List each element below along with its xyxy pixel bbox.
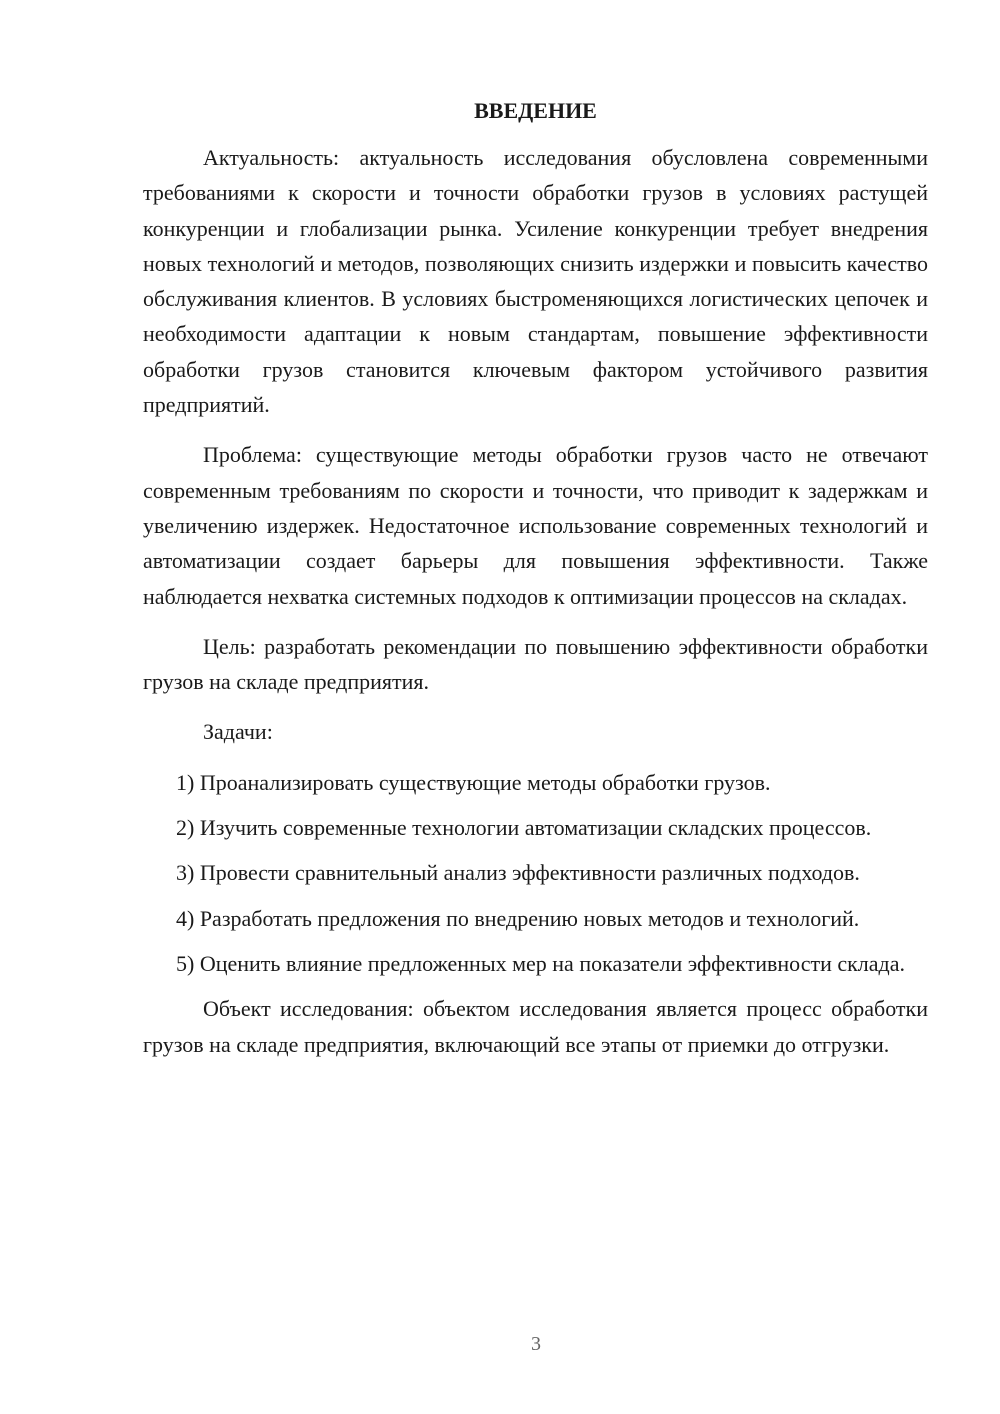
page-content [143, 93, 928, 1077]
object-paragraph: Объект исследования: объектом исследования является процесс обработки грузов на складе предприятия, включающий все этапы от приемки до отгрузки. [143, 996, 928, 1057]
task-item: 3) Провести сравнительный анализ эффективности различных подходов. [176, 860, 860, 886]
task-item: 2) Изучить современные технологии автоматизации складских процессов. [176, 815, 872, 841]
section-heading: ВВЕДЕНИЕ [474, 98, 597, 123]
relevance-paragraph: Актуальность: актуальность исследования обусловлена современными требованиями к скорости и точности обработки грузов в условиях растущей конкуренции и глобализации рынка. Усиление конкуренции требует внедрения новых технологий и методов, позволяющих снизить издержки и повысить качество обслуживания клиентов. В условиях быстроменяющихся логистических цепочек и необходимости адаптации к новым стандартам, повышение эффективности обработки грузов становится ключевым фактором устойчивого развития предприятий. [143, 145, 928, 418]
tasks-label: Задачи: [203, 719, 273, 745]
goal-paragraph: Цель: разработать рекомендации по повышению эффективности обработки грузов на складе предприятия. [143, 633, 928, 695]
page-number: 3 [531, 1333, 541, 1355]
problem-paragraph: Проблема: существующие методы обработки грузов часто не отвечают современным требованиям по скорости и точности, что приводит к задержкам и увеличению издержек. Недостаточное использование современных технологий и автоматизации создает барьеры для повышения эффективности. Также наблюдается нехватка системных подходов к оптимизации процессов на складах. [143, 442, 928, 609]
task-item: 1) Проанализировать существующие методы обработки грузов. [176, 769, 771, 795]
task-item: 5) Оценить влияние предложенных мер на показатели эффективности склада. [176, 950, 905, 976]
task-item: 4) Разработать предложения по внедрению новых методов и технологий. [176, 905, 860, 931]
